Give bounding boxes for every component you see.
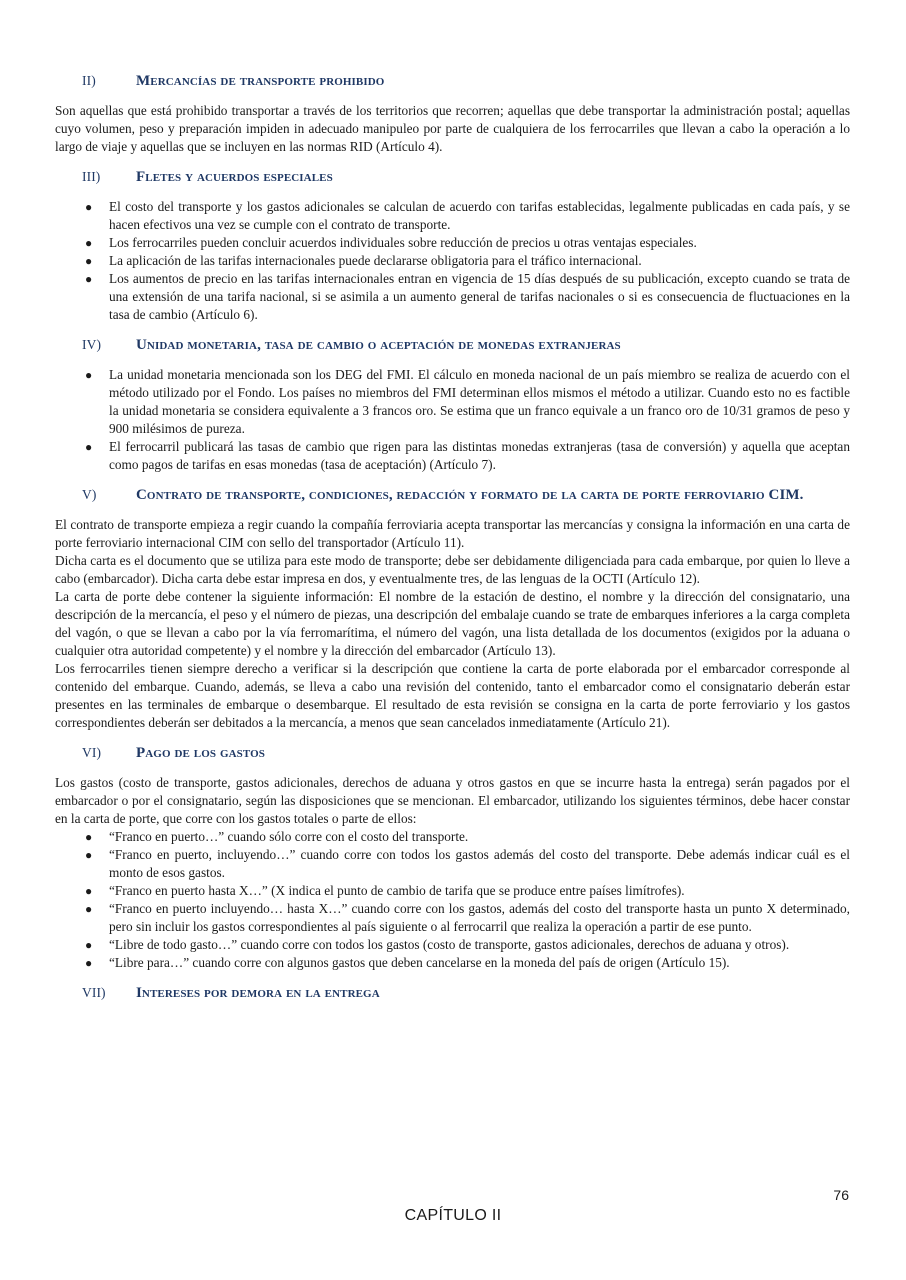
bullet-icon: ● [85,272,93,286]
section-heading-vii [55,984,850,1002]
section-title: Unidad monetaria, tasa de cambio o aceptación de monedas extranjeras [136,337,621,353]
paragraph: Dicha carta es el documento que se utiliza para este modo de transporte; debe ser debidamente diligenciada para cada embarque, por quien lo lleve a cabo (embarcador). Dicha carta debe estar impresa en dos, y eventualmente tres, de las lenguas de la OCTI (Artículo 12). [55,553,850,586]
list-item: ● El costo del transporte y los gastos adicionales se calculan de acuerdo con tarifas establecidas, legalmente publicadas en cada país, y se hacen efectivos una vez se cumple con el contrato de transporte. [85,199,850,232]
paragraph: El contrato de transporte empieza a regir cuando la compañía ferroviaria acepta transportar las mercancías y consigna la información en una carta de porte ferroviario internacional CIM con sello del transportador (Artículo 11). [55,517,850,550]
section-number: VII) [82,985,106,1000]
paragraph: Los ferrocarriles tienen siempre derecho a verificar si la descripción que contiene la carta de porte elaborada por el embarcador corresponde al contenido del embarque. Cuando, además, se lleva a cabo una revisión del contenido, tanto el embarcador como el consignatario deberán estar presentes en las terminales de embarque o desembarque. El resultado de esta revisión se consigna en la carta de porte ferroviario y los gastos correspondientes deberán ser debitados a la mercancía, a menos que sean cancelados inmediatamente (Artículo 21). [55,661,850,730]
section-heading-v [55,486,850,504]
bullet-icon: ● [85,440,93,454]
list-item: ● “Franco en puerto hasta X…” (X indica el punto de cambio de tarifa que se produce entre países limítrofes). [85,883,685,898]
section-number: II) [82,73,96,88]
bullet-icon: ● [85,830,93,844]
list-item: ● El ferrocarril publicará las tasas de cambio que rigen para las distintas monedas extranjeras (tasa de conversión) y aquella que aceptan como pagos de tarifas en esas monedas (tasa de aceptación) (Artículo 7). [85,439,850,472]
list-item: ● “Franco en puerto incluyendo… hasta X…” cuando corre con los gastos, además del costo del transporte hasta un punto X determinado, pero sin incluir los gastos correspondientes al país siguiente o al ferrocarril que realiza la operación a partir de ese punto. [85,901,850,934]
section-title: Mercancías de transporte prohibido [136,73,385,89]
chapter-footer: CAPÍTULO II [404,1207,502,1224]
bullet-icon: ● [85,848,93,862]
page-content [55,72,850,1014]
bullet-list-iii [55,198,850,324]
section-heading-vi [55,744,850,762]
section-number: III) [82,169,101,184]
bullet-icon: ● [85,200,93,214]
section-number: IV) [82,337,102,352]
paragraph: Son aquellas que está prohibido transportar a través de los territorios que recorren; aquellas que debe transportar la administración postal; aquellas cuyo volumen, peso y preparación impiden in adecuado manipuleo por parte de cualquiera de los ferrocarriles que llevan a cabo la operación a lo largo de viaje y aquellas que se incluyen en las normas RID (Artículo 4). [55,103,850,154]
bullet-icon: ● [85,254,93,268]
section-body-ii [55,102,850,156]
bullet-list-iv [55,366,850,474]
list-item: ● “Franco en puerto…” cuando sólo corre con el costo del transporte. [85,829,469,844]
bullet-icon: ● [85,236,93,250]
section-body-v [55,516,850,732]
section-heading-iii [55,168,850,186]
section-heading-ii [55,72,850,90]
section-number: V) [82,487,97,502]
list-item: ● La unidad monetaria mencionada son los DEG del FMI. El cálculo en moneda nacional de un país miembro se realiza de acuerdo con el método utilizado por el Fondo. Los países no miembros del FMI determinan ellos mismos el método a utilizar. Cuando esto no es factible la unidad monetaria se considera equivalente a 3 francos oro. Se estima que un franco equivale a un franco oro de 10/31 gramos de peso y 900 milésimos de pureza. [85,367,850,436]
list-item: ● “Libre de todo gasto…” cuando corre con todos los gastos (costo de transporte, gastos adicionales, derechos de aduana y otros). [85,937,790,952]
section-title: Contrato de transporte, condiciones, redacción y formato de la carta de porte ferroviario CIM. [136,487,804,503]
section-title: Fletes y acuerdos especiales [136,169,333,185]
paragraph: La carta de porte debe contener la siguiente información: El nombre de la estación de destino, el nombre y la dirección del consignatario, una descripción de la mercancía, el peso y el número de piezas, una descripción del embalaje cuando se trate de embarques inferiores a la carga completa del vagón, o que se llevan a cabo por la vía ferromarítima, el número del vagón, una lista detallada de los documentos (exigidos por la aduana o cualquier otra autoridad competente) y el nombre y la dirección del embarcador (Artículo 13). [55,589,850,658]
list-item: ● Los aumentos de precio en las tarifas internacionales entran en vigencia de 15 días después de su publicación, excepto cuando se trata de una extensión de una tarifa nacional, si se asimila a un aumento general de tarifas nacionales o si es consecuencia de fluctuaciones en la tasa de cambio (Artículo 6). [85,271,850,322]
list-item: ● Los ferrocarriles pueden concluir acuerdos individuales sobre reducción de precios u otras ventajas especiales. [85,235,697,250]
page-number: 76 [833,1187,849,1203]
list-item: ● “Franco en puerto, incluyendo…” cuando corre con todos los gastos además del costo del transporte. Debe además indicar cuál es el monto de esos gastos. [85,847,850,880]
bullet-list-vi [55,828,850,972]
bullet-icon: ● [85,368,93,382]
bullet-icon: ● [85,884,93,898]
bullet-icon: ● [85,938,93,952]
section-number: VI) [82,745,102,760]
paragraph: Los gastos (costo de transporte, gastos adicionales, derechos de aduana y otros gastos en que se incurre hasta la entrega) serán pagados por el embarcador o por el consignatario, según las disposiciones que se mencionan. El embarcador, utilizando los siguientes términos, debe hacer constar en la carta de porte, que corre con los gastos totales o parte de ellos: [55,775,850,826]
list-item: ● “Libre para…” cuando corre con algunos gastos que deben cancelarse en la moneda del país de origen (Artículo 15). [85,955,730,970]
list-item: ● La aplicación de las tarifas internacionales puede declararse obligatoria para el tráfico internacional. [85,253,642,268]
bullet-icon: ● [85,956,93,970]
section-title: Intereses por demora en la entrega [136,985,380,1001]
section-heading-iv [55,336,850,354]
bullet-icon: ● [85,902,93,916]
section-title: Pago de los gastos [136,745,265,761]
